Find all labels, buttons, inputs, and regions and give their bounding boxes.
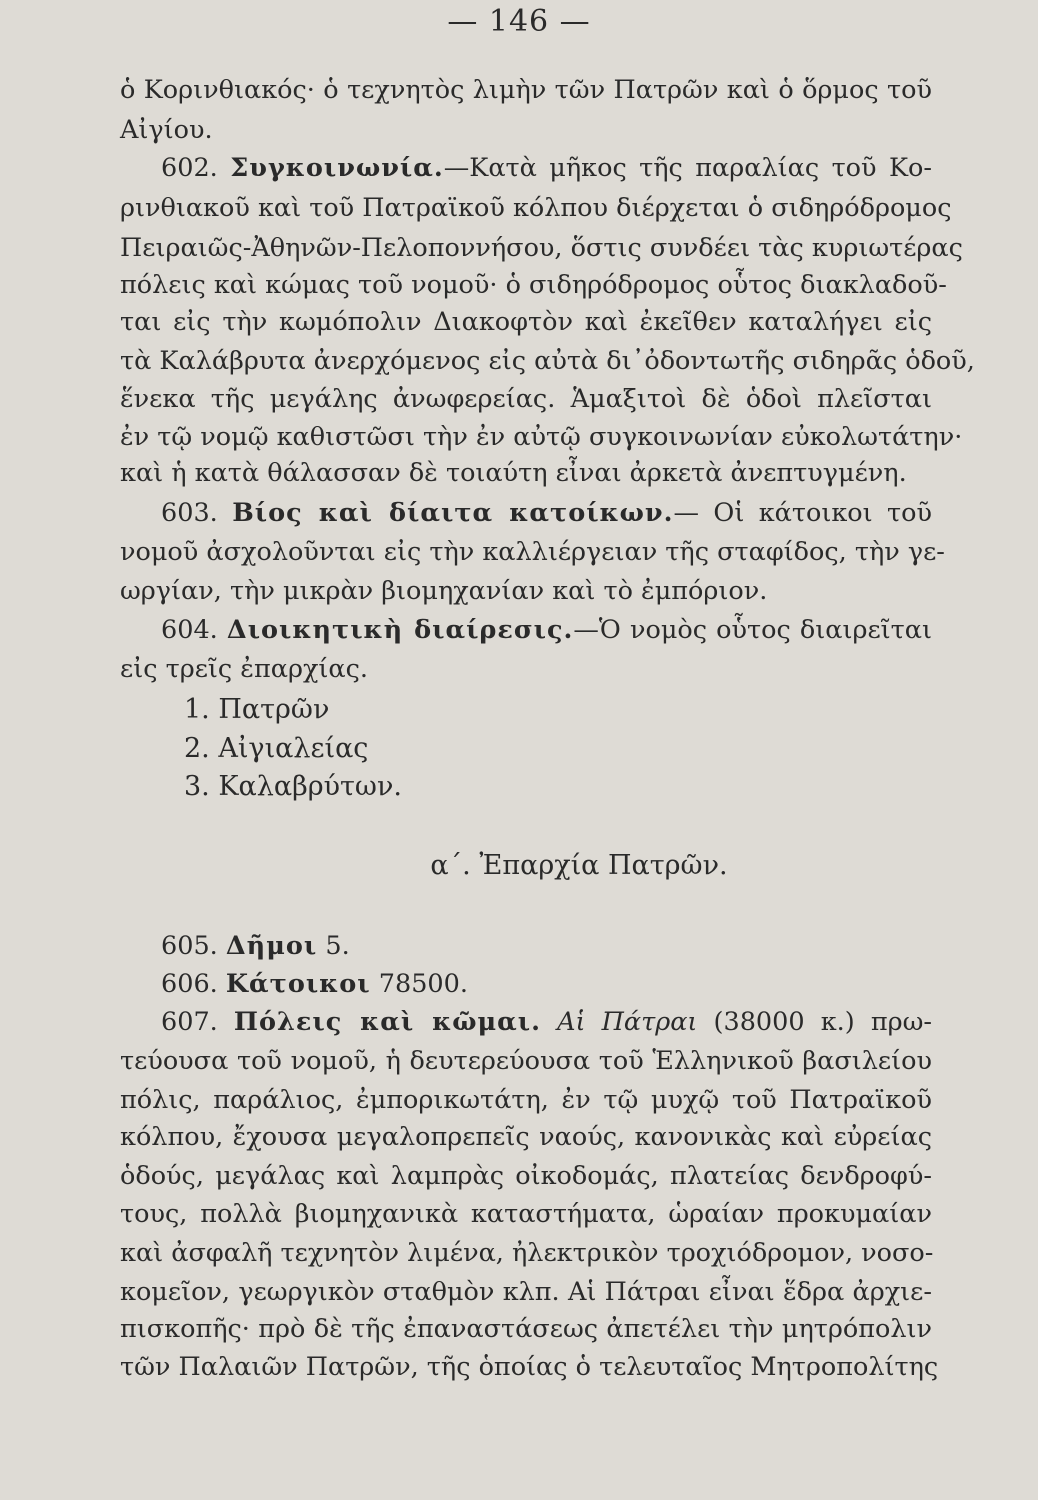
text-line: Αἰγίου.: [120, 115, 213, 145]
text-line: ὁδούς, μεγάλας καὶ λαμπρὰς οἰκοδομάς, πλατείας δενδροφύ-: [120, 1161, 932, 1191]
section-602: [161, 152, 932, 184]
text-line: πόλις, παράλιος, ἐμπορικωτάτη, ἐν τῷ μυχῷ τοῦ Πατραϊκοῦ: [120, 1085, 932, 1115]
section-605: [161, 930, 932, 962]
text-line: ωργίαν, τὴν μικρὰν βιομηχανίαν καὶ τὸ ἐμπόριον.: [120, 576, 768, 606]
city-name: Αἱ Πάτραι: [541, 1007, 698, 1037]
text-line: πόλεις καὶ κώμας τοῦ νομοῦ· ὁ σιδηρόδρομος οὗτος διακλαδοῦ-: [120, 270, 947, 300]
section-607: [161, 1006, 932, 1038]
section-heading: Δῆμοι: [225, 931, 318, 961]
text-line: τους, πολλὰ βιομηχανικὰ καταστήματα, ὡραίαν προκυμαίαν: [120, 1199, 932, 1229]
page-number: — 146 —: [447, 4, 591, 39]
section-heading: Πόλεις καὶ κῶμαι.: [233, 1007, 541, 1037]
section-604: [161, 614, 932, 646]
section-text: (38000 κ.) πρω-: [697, 1007, 932, 1037]
section-number: 606.: [161, 969, 226, 999]
text-line: τεύουσα τοῦ νομοῦ, ἡ δευτερεύουσα τοῦ Ἑλληνικοῦ βασιλείου: [120, 1046, 932, 1076]
text-line: ται εἰς τὴν κωμόπολιν Διακοφτὸν καὶ ἐκεῖθεν καταλήγει εἰς: [120, 307, 932, 337]
section-heading: Διοικητικὴ διαίρεσις.: [226, 615, 574, 645]
section-text: — Οἱ κάτοικοι τοῦ: [673, 498, 932, 528]
text-line: κόλπου, ἔχουσα μεγαλοπρεπεῖς ναούς, κανονικὰς καὶ εὐρείας: [120, 1122, 932, 1152]
section-heading: Συγκοινωνία.: [230, 153, 444, 183]
section-number: 602.: [161, 153, 231, 183]
section-heading: Βίος καὶ δίαιτα κατοίκων.: [232, 498, 674, 528]
section-title: α΄. Ἐπαρχία Πατρῶν.: [430, 850, 728, 881]
text-line: νομοῦ ἀσχολοῦνται εἰς τὴν καλλιέργειαν τῆς σταφίδος, τὴν γε-: [120, 537, 945, 567]
section-number: 607.: [161, 1007, 234, 1037]
text-line: ὁ Κορινθιακός· ὁ τεχνητὸς λιμὴν τῶν Πατρῶν καὶ ὁ ὅρμος τοῦ: [120, 75, 932, 105]
text-line: καὶ ἡ κατὰ θάλασσαν δὲ τοιαύτη εἶναι ἀρκετὰ ἀνεπτυγμένη.: [120, 458, 907, 488]
text-line: πισκοπῆς· πρὸ δὲ τῆς ἐπαναστάσεως ἀπετέλει τὴν μητρόπολιν: [120, 1314, 932, 1344]
text-line: Πειραιῶς-Ἀθηνῶν-Πελοποννήσου, ὅστις συνδέει τὰς κυριωτέρας: [120, 233, 963, 263]
text-line: καὶ ἀσφαλῆ τεχνητὸν λιμένα, ἠλεκτρικὸν τροχιόδρομον, νοσο-: [120, 1238, 934, 1268]
text-line: τῶν Παλαιῶν Πατρῶν, τῆς ὁποίας ὁ τελευταῖος Μητροπολίτης: [120, 1352, 939, 1382]
text-line: εἰς τρεῖς ἐπαρχίας.: [120, 654, 369, 684]
section-606: [161, 968, 932, 1000]
text-line: ἐν τῷ νομῷ καθιστῶσι τὴν ἐν αὐτῷ συγκοινωνίαν εὐκολωτάτην·: [120, 422, 963, 452]
section-heading: Κάτοικοι: [225, 969, 371, 999]
list-item: 2. Αἰγιαλείας: [184, 733, 369, 764]
section-number: 605.: [161, 931, 226, 961]
section-number: 604.: [161, 615, 227, 645]
section-text: —Κατὰ μῆκος τῆς παραλίας τοῦ Κο-: [443, 153, 933, 183]
list-item: 1. Πατρῶν: [184, 694, 330, 725]
text-line: τὰ Καλάβρυτα ἀνερχόμενος εἰς αὐτὰ δι᾽ὀδοντωτῆς σιδηρᾶς ὁδοῦ,: [120, 346, 975, 376]
section-text: 78500.: [370, 969, 468, 999]
list-item: 3. Καλαβρύτων.: [184, 771, 402, 802]
text-line: ἕνεκα τῆς μεγάλης ἀνωφερείας. Ἁμαξιτοὶ δὲ ὁδοὶ πλεῖσται: [120, 384, 932, 414]
section-text: 5.: [317, 931, 350, 961]
section-603: [161, 497, 932, 529]
section-number: 603.: [161, 498, 233, 528]
text-line: ρινθιακοῦ καὶ τοῦ Πατραϊκοῦ κόλπου διέρχεται ὁ σιδηρόδρομος: [120, 193, 952, 223]
text-line: κομεῖον, γεωργικὸν σταθμὸν κλπ. Αἱ Πάτραι εἶναι ἕδρα ἀρχιε-: [120, 1277, 932, 1307]
section-text: —Ὁ νομὸς οὗτος διαιρεῖται: [573, 615, 932, 645]
